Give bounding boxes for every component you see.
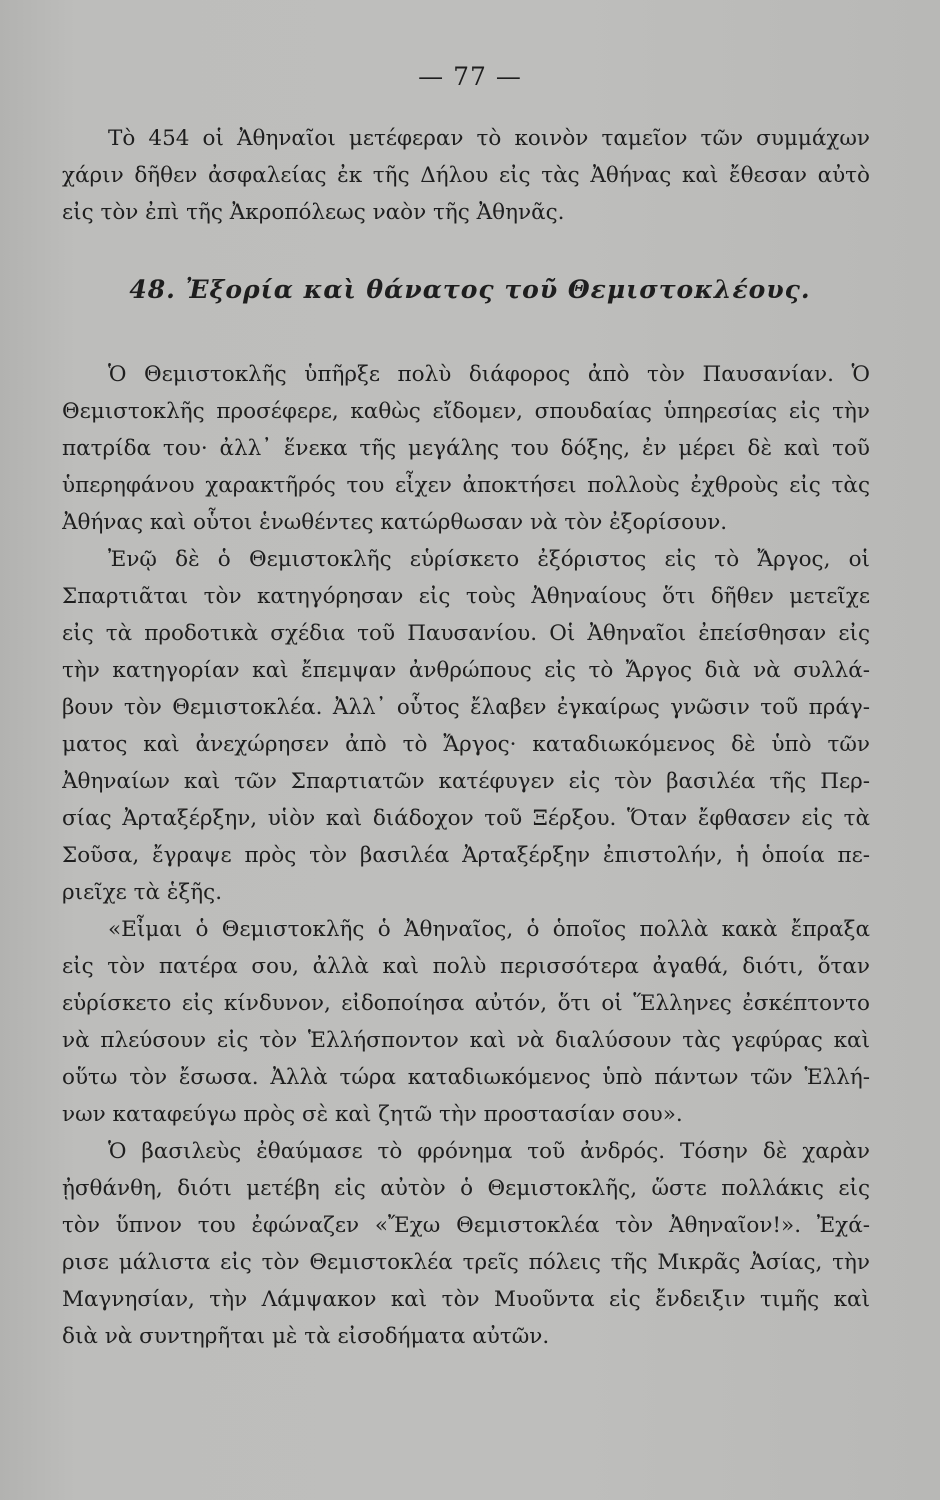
section-heading: 48. Ἐξορία καὶ θάνατος τοῦ Θεμιστοκλέους.	[129, 275, 811, 304]
section-body	[62, 356, 870, 1355]
text-line: ὑπερηφάνου χαρακτῆρός του εἶχεν ἀποκτήσει πολλοὺς ἐχθροὺς εἰς τὰς	[62, 473, 870, 498]
text-line: ριεῖχε τὰ ἑξῆς.	[62, 880, 223, 905]
text-line: Ἀθήνας καὶ οὗτοι ἑνωθέντες κατώρθωσαν νὰ τὸν ἐξορίσουν.	[62, 510, 728, 535]
text-line: ματος καὶ ἀνεχώρησεν ἀπὸ τὸ Ἄργος· καταδιωκόμενος δὲ ὑπὸ τῶν	[62, 732, 870, 757]
text-line: Ὁ βασιλεὺς ἐθαύμασε τὸ φρόνημα τοῦ ἀνδρός. Τόσην δὲ χαρὰν	[108, 1139, 870, 1164]
text-line: πατρίδα του· ἀλλ᾽ ἕνεκα τῆς μεγάλης του δόξης, ἐν μέρει δὲ καὶ τοῦ	[62, 436, 870, 461]
text-line: τὴν κατηγορίαν καὶ ἔπεμψαν ἀνθρώπους εἰς τὸ Ἄργος διὰ νὰ συλλά-	[62, 658, 870, 683]
text-line: Σπαρτιᾶται τὸν κατηγόρησαν εἰς τοὺς Ἀθηναίους ὅτι δῆθεν μετεῖχε	[62, 584, 870, 609]
text-line: χάριν δῆθεν ἀσφαλείας ἐκ τῆς Δήλου εἰς τὰς Ἀθήνας καὶ ἔθεσαν αὐτὸ	[62, 163, 870, 188]
text-line: βουν τὸν Θεμιστοκλέα. Ἀλλ᾽ οὗτος ἔλαβεν ἐγκαίρως γνῶσιν τοῦ πράγ-	[62, 695, 870, 720]
intro-paragraph	[62, 120, 870, 231]
text-line: Τὸ 454 οἱ Ἀθηναῖοι μετέφεραν τὸ κοινὸν ταμεῖον τῶν συμμάχων	[108, 126, 870, 151]
text-line: εἰς τὸν ἐπὶ τῆς Ἀκροπόλεως ναὸν τῆς Ἀθηνᾶς.	[62, 200, 565, 225]
text-line: σίας Ἀρταξέρξην, υἱὸν καὶ διάδοχον τοῦ Ξέρξου. Ὅταν ἔφθασεν εἰς τὰ	[62, 806, 870, 831]
text-line: εὑρίσκετο εἰς κίνδυνον, εἰδοποίησα αὐτόν, ὅτι οἱ Ἕλληνες ἐσκέπτοντο	[62, 991, 870, 1016]
text-line: Σοῦσα, ἔγραψε πρὸς τὸν βασιλέα Ἀρταξέρξην ἐπιστολήν, ἡ ὁποία πε-	[62, 843, 870, 868]
text-line: ρισε μάλιστα εἰς τὸν Θεμιστοκλέα τρεῖς πόλεις τῆς Μικρᾶς Ἀσίας, τὴν	[62, 1250, 870, 1275]
text-line: νὰ πλεύσουν εἰς τὸν Ἑλλήσποντον καὶ νὰ διαλύσουν τὰς γεφύρας καὶ	[62, 1028, 870, 1053]
text-line: τὸν ὕπνον του ἐφώναζεν «Ἔχω Θεμιστοκλέα τὸν Ἀθηναῖον!». Ἐχά-	[62, 1213, 870, 1238]
text-line: «Εἶμαι ὁ Θεμιστοκλῆς ὁ Ἀθηναῖος, ὁ ὁποῖος πολλὰ κακὰ ἔπραξα	[108, 917, 870, 942]
text-line: εἰς τὸν πατέρα σου, ἀλλὰ καὶ πολὺ περισσότερα ἀγαθά, διότι, ὅταν	[62, 954, 870, 979]
text-line: νων καταφεύγω πρὸς σὲ καὶ ζητῶ τὴν προστασίαν σου».	[62, 1102, 683, 1127]
text-line: διὰ νὰ συντηρῆται μὲ τὰ εἰσοδήματα αὐτῶν.	[62, 1324, 550, 1349]
page-number: — 77 —	[418, 62, 522, 91]
text-line: Ἐνῷ δὲ ὁ Θεμιστοκλῆς εὑρίσκετο ἐξόριστος εἰς τὸ Ἄργος, οἱ	[108, 547, 870, 572]
text-line: οὕτω τὸν ἔσωσα. Ἀλλὰ τώρα καταδιωκόμενος ὑπὸ πάντων τῶν Ἑλλή-	[62, 1065, 870, 1090]
text-line: Μαγνησίαν, τὴν Λάμψακον καὶ τὸν Μυοῦντα εἰς ἔνδειξιν τιμῆς καὶ	[62, 1287, 870, 1312]
text-line: Ἀθηναίων καὶ τῶν Σπαρτιατῶν κατέφυγεν εἰς τὸν βασιλέα τῆς Περ-	[62, 769, 870, 794]
text-line: εἰς τὰ προδοτικὰ σχέδια τοῦ Παυσανίου. Οἱ Ἀθηναῖοι ἐπείσθησαν εἰς	[62, 621, 870, 646]
text-line: Θεμιστοκλῆς προσέφερε, καθὼς εἴδομεν, σπουδαίας ὑπηρεσίας εἰς τὴν	[62, 399, 870, 424]
text-line: Ὁ Θεμιστοκλῆς ὑπῆρξε πολὺ διάφορος ἀπὸ τὸν Παυσανίαν. Ὁ	[108, 362, 870, 387]
text-line: ᾐσθάνθη, διότι μετέβη εἰς αὐτὸν ὁ Θεμιστοκλῆς, ὥστε πολλάκις εἰς	[62, 1176, 870, 1201]
